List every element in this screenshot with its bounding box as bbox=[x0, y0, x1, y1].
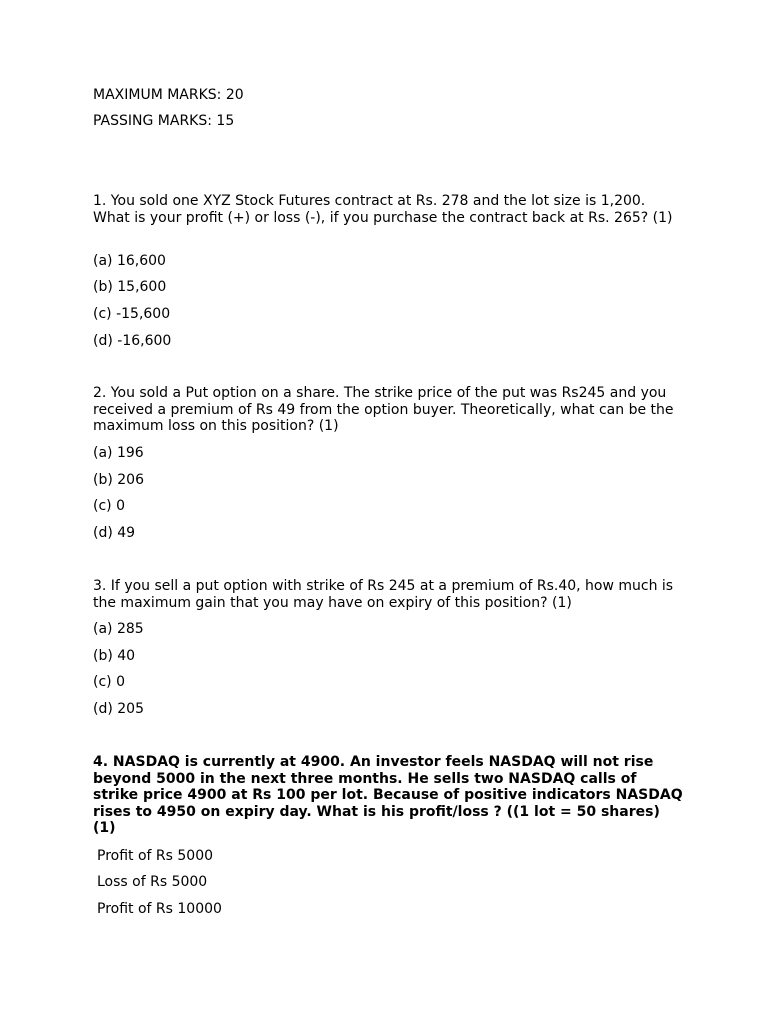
question-1-option-b: (b) 15,600 bbox=[93, 279, 167, 295]
question-3-option-d: (d) 205 bbox=[93, 701, 144, 717]
question-2-option-c: (c) 0 bbox=[93, 498, 125, 514]
question-4-option-1: Profit of Rs 5000 bbox=[97, 848, 214, 864]
question-2-option-b: (b) 206 bbox=[93, 472, 144, 488]
question-3-option-c: (c) 0 bbox=[93, 674, 125, 690]
question-3-option-b: (b) 40 bbox=[93, 648, 136, 664]
max-marks-text: MAXIMUM MARKS: 20 bbox=[93, 87, 244, 103]
question-3-text: 3. If you sell a put option with strike of Rs 245 at a premium of Rs.40, how much is the maximum gain that you may have on expiry of this position? (1) bbox=[93, 578, 674, 611]
question-3-option-a: (a) 285 bbox=[93, 621, 144, 637]
question-1-option-c: (c) -15,600 bbox=[93, 306, 171, 322]
question-1-text: 1. You sold one XYZ Stock Futures contract at Rs. 278 and the lot size is 1,200. What is your profit (+) or loss (-), if you purchase the contract back at Rs. 265? (1) bbox=[93, 193, 673, 226]
question-4-option-3: Profit of Rs 10000 bbox=[97, 901, 222, 917]
passing-marks-text: PASSING MARKS: 15 bbox=[93, 113, 235, 129]
question-1-option-a: (a) 16,600 bbox=[93, 253, 166, 269]
question-1-option-d: (d) -16,600 bbox=[93, 333, 172, 349]
question-2-option-a: (a) 196 bbox=[93, 445, 144, 461]
question-4-text: 4. NASDAQ is currently at 4900. An investor feels NASDAQ will not rise beyond 5000 in the next three months. He sells two NASDAQ calls of strike price 4900 at Rs 100 per lot. Because of positive indicators NASDAQ rises to 4950 on expiry day. What is his profit/loss ? ((1 lot = 50 shares) (1) bbox=[93, 754, 683, 836]
question-4-option-2: Loss of Rs 5000 bbox=[97, 874, 208, 890]
question-2-text: 2. You sold a Put option on a share. The strike price of the put was Rs245 and you received a premium of Rs 49 from the option buyer. Theoretically, what can be the maximum loss on this position? (1) bbox=[93, 385, 674, 434]
question-2-option-d: (d) 49 bbox=[93, 525, 136, 541]
